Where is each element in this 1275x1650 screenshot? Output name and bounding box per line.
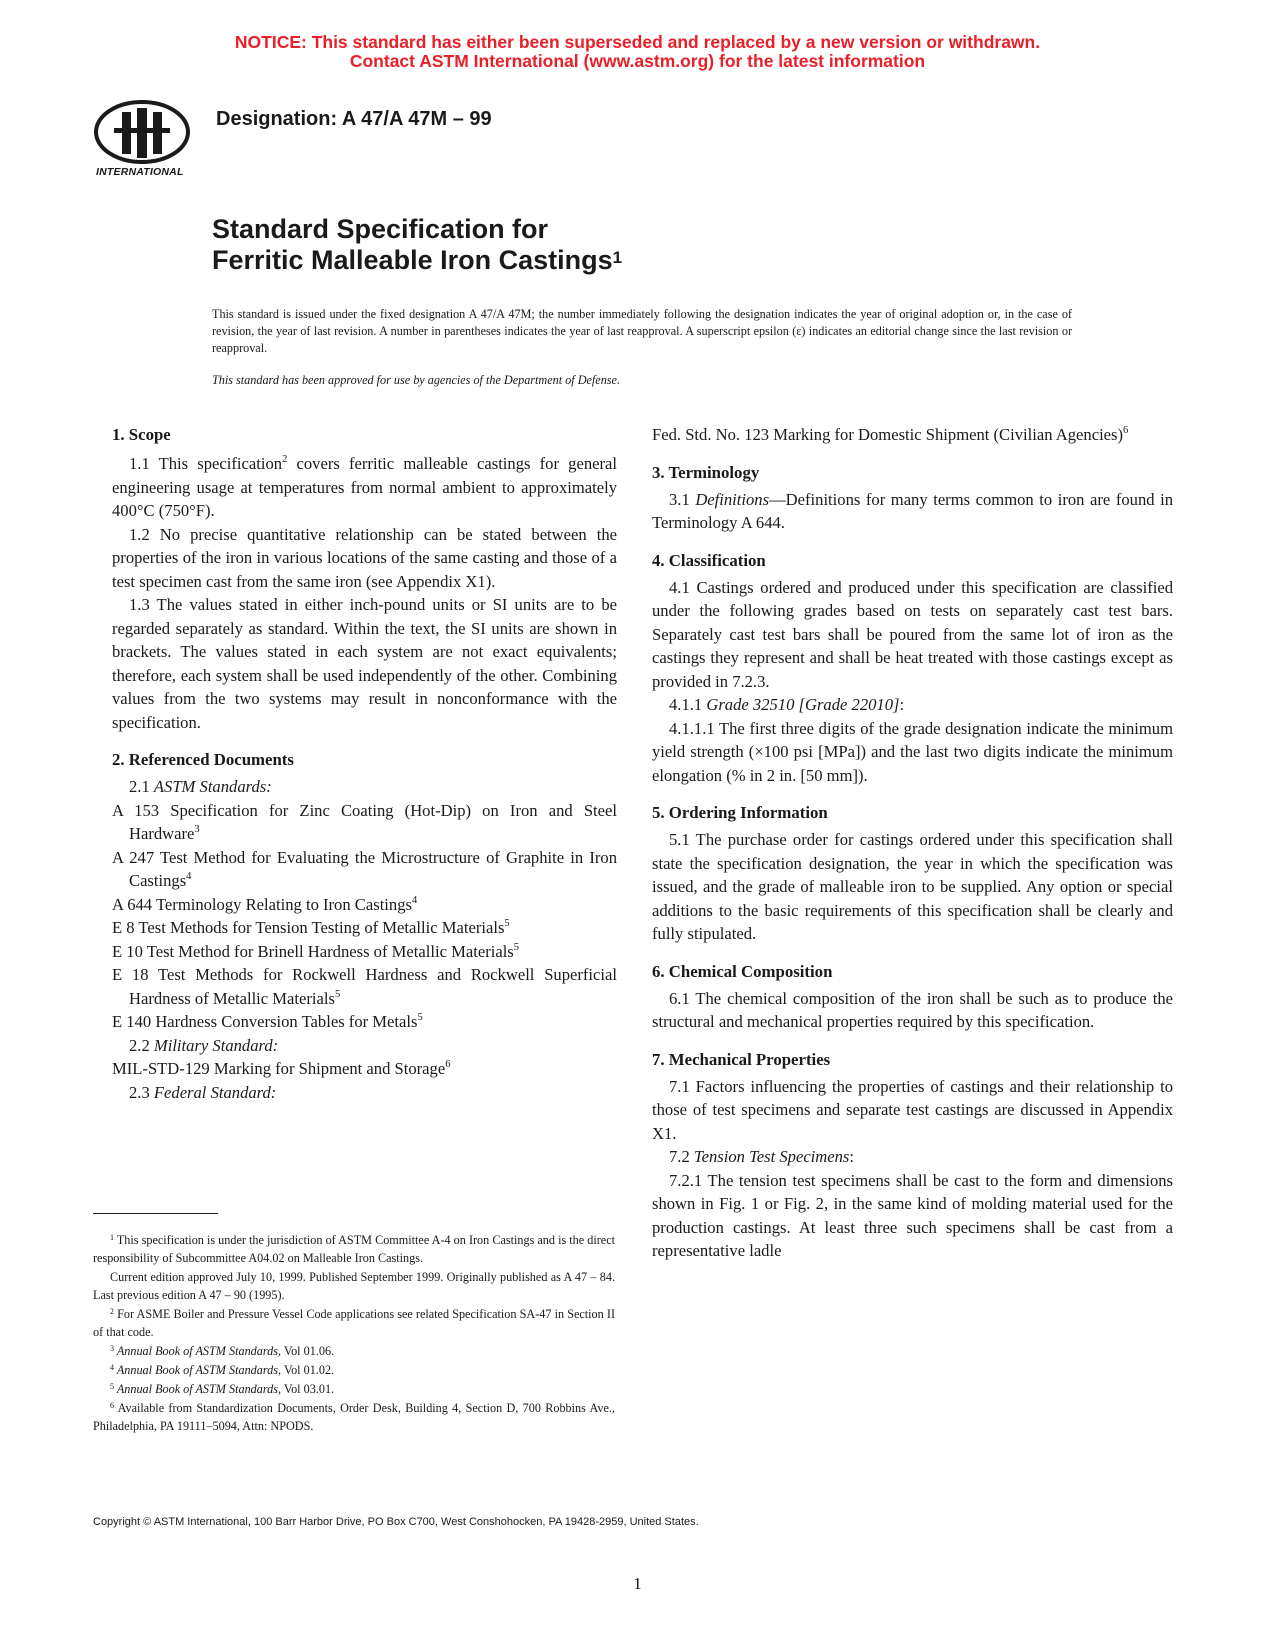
p-2-2-it: Military Standard: (153, 1035, 279, 1055)
reference-mil-std (112, 1057, 617, 1081)
reference-item-sup: 4 (411, 894, 418, 906)
section-heading-chemical: 6. Chemical Composition (652, 961, 833, 981)
p-7-2-b: : (849, 1147, 855, 1166)
paragraph-7-2-1: 7.2.1 The tension test specimens shall be cast to the form and dimensions shown in Fig. 1 or Fig. 2, in the same kind of molding material used for the production castings. At least three such specimens shall be cast from a representative ladle (652, 1170, 1173, 1260)
paragraph-1-2: 1.2 No precise quantitative relationship can be stated between the properties of the iron in various locations of the same casting and those of a test specimen cast from the same iron (see Appendix X1). (112, 524, 617, 591)
withdrawal-notice (0, 33, 1275, 71)
fed-std-sup: 6 (1123, 425, 1129, 436)
fn2-sup: 2 (110, 1307, 114, 1316)
paragraph-4-1: 4.1 Castings ordered and produced under this specification are classified under the following grades based on tests on separately cast test bars. Separately cast test bars shall be poured from the same lot of iron as the castings they represent and shall be heat treated with those castings except as provided in 7.2.3. (652, 577, 1173, 691)
reference-item (112, 1010, 617, 1034)
footnote-6 (93, 1399, 615, 1435)
paragraph-4-1-1-1: 4.1.1.1 The first three digits of the grade designation indicate the minimum yield strength (×100 psi [MPa]) and the last two digits indicate the minimum elongation (% in 2 in. [50 mm]). (652, 718, 1173, 785)
title-line-2-text: Ferritic Malleable Iron Castings (212, 245, 613, 275)
footnote-rule (93, 1213, 218, 1214)
paragraph-6-1: 6.1 The chemical composition of the iron shall be such as to produce the structural and mechanical properties required by this specification. (652, 988, 1173, 1031)
reference-item-text: A 644 Terminology Relating to Iron Castings (112, 894, 412, 914)
copyright-notice: Copyright © ASTM International, 100 Barr Harbor Drive, PO Box C700, West Conshohocken, PA 19428-2959, United States. (93, 1516, 699, 1528)
reference-item (112, 846, 617, 893)
reference-item-sup: 5 (513, 941, 520, 953)
reference-item-text: A 153 Specification for Zinc Coating (Hot-Dip) on Iron and Steel Hardware (112, 800, 617, 843)
p-1-1-sup: 2 (282, 454, 288, 465)
issue-note (212, 306, 1072, 357)
p-2-2-a: 2.2 (129, 1035, 154, 1055)
footnote-1b: Current edition approved July 10, 1999. Published September 1999. Originally published as A 47 – 84. Last previous edition A 47 – 90 (1995). (93, 1270, 615, 1302)
page-number: 1 (633, 1574, 642, 1593)
p-1-1-b: covers ferritic malleable castings for general engineering usage at temperatures from normal ambient to approximately 400°C (750°F). (112, 454, 617, 520)
fn4-it: Annual Book of ASTM Standards (114, 1363, 278, 1377)
p-2-3-a: 2.3 (129, 1082, 154, 1102)
paragraph-1-3: 1.3 The values stated in either inch-pound units or SI units are to be regarded separately as standard. Within the text, the SI units are shown in brackets. The values stated in each system are not exact equivalents; therefore, each system shall be used independently of the other. Combining values from the two systems may result in nonconformance with the specification. (112, 595, 617, 732)
fn5-it: Annual Book of ASTM Standards (114, 1382, 278, 1396)
p-4-1-1-it: Grade 32510 [Grade 22010] (706, 695, 900, 714)
paragraph-5-1: 5.1 The purchase order for castings ordered under this specification shall state the specification designation, the year in which the specification was issued, and the grade of malleable iron to be supplied. Any option or special additions to the basic requirements of this specification shall be clearly and fully stipulated. (652, 830, 1173, 943)
section-heading-scope: 1. Scope (112, 425, 171, 444)
reference-item-sup: 3 (194, 824, 200, 835)
mil-std-sup: 6 (445, 1059, 451, 1070)
fn5-sup: 5 (110, 1382, 114, 1391)
footnote-1 (93, 1231, 615, 1267)
reference-list (112, 799, 617, 1034)
document-title (212, 214, 622, 276)
footnote-4 (93, 1361, 615, 1379)
reference-item-text: E 18 Test Methods for Rockwell Hardness and Rockwell Superficial Hardness of Metallic Materials (112, 965, 617, 1008)
notice-line-1: NOTICE: This standard has either been superseded and replaced by a new version or withdrawn. (234, 32, 1041, 52)
p-4-1-1-b: : (899, 695, 905, 714)
fn3-it: Annual Book of ASTM Standards (114, 1344, 278, 1358)
section-heading-ordering: 5. Ordering Information (652, 803, 828, 822)
reference-item-sup: 5 (334, 988, 341, 1000)
p-4-1-1-a: 4.1.1 (669, 695, 707, 714)
footnote-2 (93, 1305, 615, 1341)
fn6-text: Available from Standardization Documents, Order Desk, Building 4, Section D, 700 Robbins Ave., Philadelphia, PA 19111–5094, Attn: NPODS. (93, 1401, 615, 1433)
reference-item-text: E 10 Test Method for Brinell Hardness of Metallic Materials (112, 941, 514, 961)
fn2-text: For ASME Boiler and Pressure Vessel Code applications see related Specification SA-47 in Section II of that code. (93, 1307, 615, 1339)
reference-fed-std (652, 423, 1173, 447)
paragraph-3-1 (652, 488, 1173, 535)
reference-item-text: A 247 Test Method for Evaluating the Microstructure of Graphite in Iron Castings (112, 847, 617, 890)
title-footnote-ref: 1 (612, 248, 623, 267)
reference-item (112, 916, 617, 940)
paragraph-1-1 (112, 452, 617, 523)
astm-logo-icon (92, 98, 192, 170)
section-heading-mechanical: 7. Mechanical Properties (652, 1049, 831, 1069)
paragraph-2-1 (112, 775, 617, 799)
paragraph-7-1: 7.1 Factors influencing the properties of castings and their relationship to those of test specimens and separate test castings are discussed in Appendix X1. (652, 1076, 1173, 1143)
p-3-1-it: Definitions (695, 489, 770, 509)
issue-note-text: This standard is issued under the fixed designation A 47/A 47M; the number immediately following the designation indicates the year of original adoption or, in the case of revision, the year of last revision. A number in parentheses indicates the year of last reapproval. A superscript epsilon (ε) indicates an editorial change since the last revision or reapproval. (212, 307, 1072, 355)
fn1-sup: 1 (110, 1233, 114, 1242)
p-3-1-a: 3.1 (669, 489, 696, 509)
fn1-text: This specification is under the jurisdiction of ASTM Committee A-4 on Iron Castings and is the direct responsibility of Subcommittee A04.02 on Malleable Iron Castings. (93, 1233, 615, 1265)
title-line-2 (212, 245, 622, 276)
fed-std-text: Fed. Std. No. 123 Marking for Domestic Shipment (Civilian Agencies) (652, 425, 1124, 444)
p-3-1-b: —Definitions for many terms common to iron are found in Terminology A 644. (652, 489, 1174, 532)
fn3-text: , Vol 01.06. (277, 1344, 335, 1358)
reference-item-sup: 4 (186, 871, 192, 882)
fn3-sup: 3 (110, 1344, 114, 1353)
dod-approval-note: This standard has been approved for use by agencies of the Department of Defense. (212, 373, 620, 387)
designation: Designation: A 47/A 47M – 99 (216, 108, 492, 130)
section-heading-referenced: 2. Referenced Documents (112, 750, 294, 769)
p-2-1-a: 2.1 (129, 777, 154, 796)
footnote-3 (93, 1342, 615, 1360)
reference-item (112, 893, 617, 917)
reference-item-sup: 5 (504, 918, 510, 929)
paragraph-4-1-1 (652, 693, 1173, 717)
fn4-text: , Vol 01.02. (277, 1363, 335, 1377)
fn6-sup: 6 (110, 1401, 114, 1410)
section-heading-terminology: 3. Terminology (652, 462, 760, 482)
reference-item (112, 799, 617, 846)
p-2-1-it: ASTM Standards: (153, 777, 272, 796)
paragraph-2-3 (112, 1081, 617, 1105)
footnote-5 (93, 1380, 615, 1398)
notice-line-2: Contact ASTM International (www.astm.org) for the latest information (349, 51, 926, 71)
paragraph-7-2 (652, 1145, 1173, 1169)
mil-std-text: MIL-STD-129 Marking for Shipment and Storage (112, 1059, 446, 1078)
fn5-text: , Vol 03.01. (277, 1382, 335, 1396)
p-7-2-it: Tension Test Specimens (693, 1147, 850, 1166)
right-column (652, 423, 1173, 1263)
logo-subtitle: INTERNATIONAL (96, 166, 184, 178)
reference-item (112, 940, 617, 964)
reference-item-text: E 8 Test Methods for Tension Testing of Metallic Materials (112, 918, 505, 937)
title-line-1: Standard Specification for (212, 214, 549, 244)
left-column (112, 423, 617, 1104)
reference-item-text: E 140 Hardness Conversion Tables for Metals (112, 1012, 418, 1031)
fn4-sup: 4 (110, 1363, 114, 1372)
paragraph-2-2 (112, 1034, 617, 1058)
p-1-1-a: 1.1 This specification (129, 454, 283, 473)
section-heading-classification: 4. Classification (652, 550, 766, 570)
reference-item-sup: 5 (417, 1012, 423, 1023)
p-2-3-it: Federal Standard: (153, 1082, 277, 1102)
p-7-2-a: 7.2 (669, 1147, 694, 1166)
reference-item (112, 963, 617, 1010)
footnotes (93, 1231, 615, 1436)
